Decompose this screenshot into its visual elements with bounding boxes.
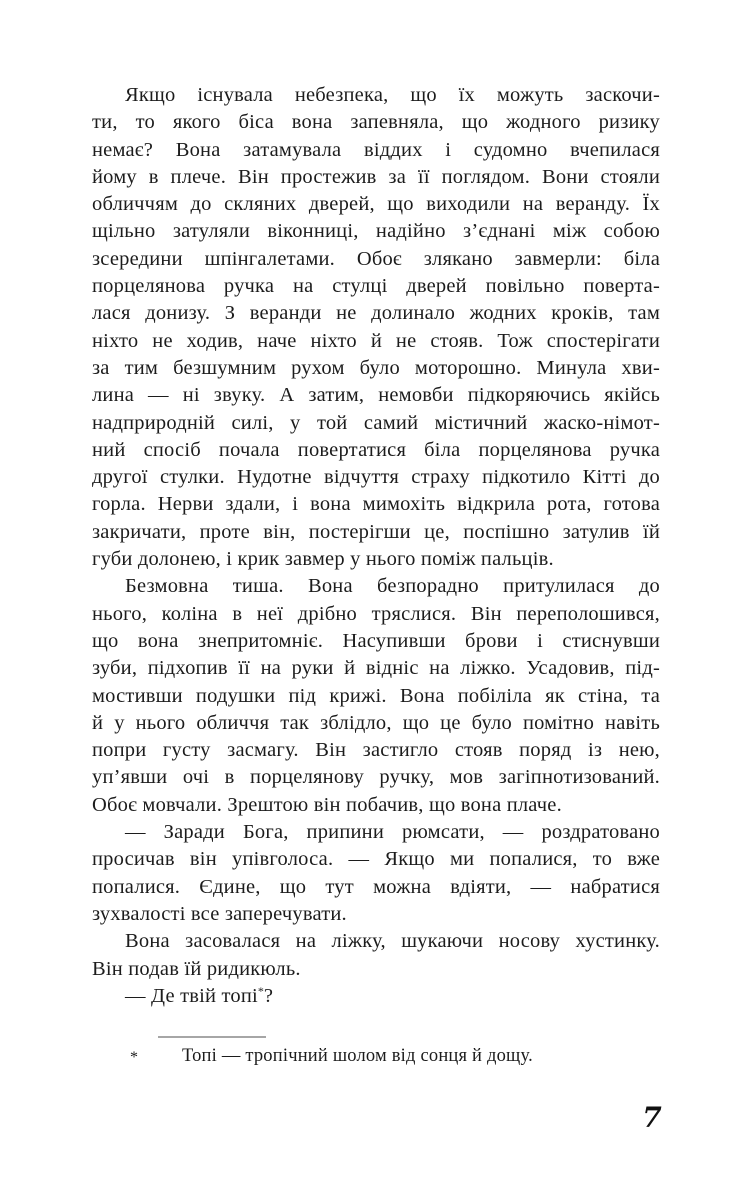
- footnote-marker-asterisk: *: [130, 1049, 139, 1066]
- text-line: обличчям до скляних дверей, що виходили на веранду. Їх: [92, 193, 660, 216]
- paragraph: [92, 82, 660, 573]
- text-line: Вона засовалася на ліжку, шукаючи носову хустинку.: [125, 930, 660, 953]
- text-line: йому в плече. Він простежив за її поглядом. Вони стояли: [92, 165, 660, 188]
- text-line: ний спосіб почала повертатися біла порцелянова ручка: [92, 438, 660, 461]
- dialogue-text: — Де твій топі: [125, 984, 258, 1007]
- text-line: зухвалості все заперечувати.: [92, 902, 347, 925]
- footnote-divider-rule: [158, 1036, 266, 1038]
- text-line: закричати, проте він, постерігши це, поспішно затулив їй: [92, 520, 660, 543]
- paragraph: [92, 928, 660, 983]
- text-line: за тим безшумним рухом було моторошно. Минула хви-: [92, 356, 660, 379]
- text-line: нього, коліна в неї дрібно тряслися. Він переполошився,: [92, 602, 660, 625]
- text-line: ніхто не ходив, наче ніхто й не стояв. Тож спостерігати: [92, 329, 660, 352]
- text-line: горла. Нерви здали, і вона мимохіть відкрила рота, готова: [92, 493, 660, 516]
- dialogue-text: ?: [263, 984, 274, 1007]
- text-line: зуби, підхопив її на руки й відніс на ліжко. Усадовив, під-: [92, 657, 660, 680]
- body-text: [92, 82, 660, 1010]
- text-line: просичав він упівголоса. — Якщо ми попалися, то вже: [92, 848, 660, 871]
- text-line: — Заради Бога, припини рюмсати, — роздратовано: [125, 821, 660, 844]
- text-line: немає? Вона затамувала віддих і судомно вчепилася: [92, 138, 660, 161]
- dialogue-line-with-footnote-ref: [92, 983, 660, 1010]
- dialogue-paragraph: [92, 819, 660, 928]
- text-line: лина — ні звуку. А затим, немовби підкоряючись якійсь: [92, 384, 660, 407]
- text-line: щільно затуляли віконниці, надійно з’єднані між собою: [92, 220, 660, 243]
- text-line: порцелянова ручка на стулці дверей повільно поверта-: [92, 275, 660, 298]
- text-line: мостивши подушки під крижі. Вона побіліла як стіна, та: [92, 684, 660, 707]
- text-line: Якщо існувала небезпека, що їх можуть заскочи-: [125, 84, 660, 106]
- text-line: надприродній силі, у той самий містичний жаско-німот-: [92, 411, 660, 434]
- footnote-text: Топі — тропічний шолом від сонця й дощу.: [182, 1046, 533, 1066]
- footnote: [92, 1044, 660, 1068]
- text-line: Обоє мовчали. Зрештою він побачив, що вона плаче.: [92, 793, 562, 816]
- text-line: Безмовна тиша. Вона безпорадно притулилася до: [125, 575, 660, 598]
- text-line: попри густу засмагу. Він застигло стояв поряд із нею,: [92, 739, 660, 762]
- text-line: губи долонею, і крик завмер у нього поміж пальців.: [92, 548, 554, 571]
- text-line: лася донизу. З веранди не долинало жодних кроків, там: [92, 302, 660, 325]
- footnote-reference-asterisk: *: [257, 983, 264, 998]
- text-line: попалися. Єдине, що тут можна вдіяти, — набратися: [92, 875, 660, 898]
- text-line: другої стулки. Нудотне відчуття страху підкотило Кітті до: [92, 466, 660, 489]
- page-number: 7: [642, 1101, 662, 1134]
- text-line: й у нього обличчя так зблідло, що це було помітно навіть: [92, 711, 660, 734]
- dialogue-paragraph: [92, 983, 660, 1010]
- text-line: Він подав їй ридикюль.: [92, 957, 301, 980]
- text-line: ти, то якого біса вона запевняла, що жодного ризику: [92, 111, 660, 134]
- text-line: що вона знепритомніє. Насупивши брови і стиснувши: [92, 629, 660, 652]
- text-line: уп’явши очі в порцелянову ручку, мов загіпнотизований.: [92, 766, 660, 789]
- text-line: зсередини шпінгалетами. Обоє злякано завмерли: біла: [92, 247, 660, 270]
- paragraph: [92, 573, 660, 819]
